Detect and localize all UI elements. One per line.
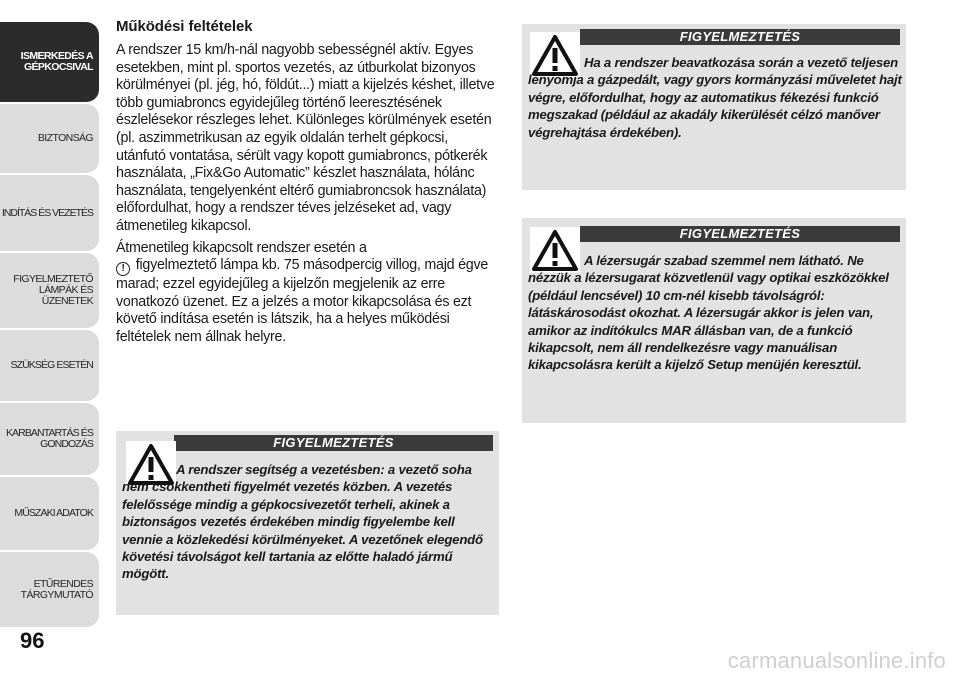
tab-szukseg-eseten[interactable]: SZÜKSÉG ESETÉN [0,330,99,402]
watermark: carmanualsonline.info [727,648,946,673]
paragraph-rest: figyelmeztető lámpa kb. 75 másodpercig villog, majd égve marad; ezzel egyidejűleg a kijelzőn megjelenik az erre vonatkozó üzenet. Ez a jelzés a motor kikapcsolása és ezt követő indítása esetén is látszik, ha a helyes működési feltételek nem állnak helyre. [116,257,489,345]
warning-box-driver-attention [116,431,499,615]
section-heading: Működési feltételek [116,18,253,35]
warning-text: A rendszer segítség a vezetésben: a vezető soha nem csökkentheti figyelmét vezetés közben. A vezetés felelőssége mindig a gépkocsivezetőt terheli, akinek a biztonságos vezetés érdekében mindig figyelembe kell vennie a közlekedési körülményeket. A vezetőnek elegendő követési távolságot kell tartania az előtte haladó jármű mögött. [122,462,483,582]
tab-figyelmezteto-lampak[interactable]: FIGYELMEZTETŐ LÁMPÁK ÉS ÜZENETEK [0,253,99,329]
chapter-sidebar [0,0,100,640]
tab-inditas-es-vezetes[interactable]: INDÍTÁS ÉS VEZETÉS [0,175,99,252]
warning-header: FIGYELMEZTETÉS [174,435,493,451]
paragraph-start: Átmenetileg kikapcsolt rendszer esetén a [116,239,367,256]
warning-header: FIGYELMEZTETÉS [580,226,900,242]
warning-text: Ha a rendszer beavatkozása során a vezető teljesen lenyomja a gázpedált, vagy gyors kormányzási műveletet hajt végre, előfordulhat, hogy az automatikus fékezési funkció megszakad (például az akadály kikerülését célzó manőver végrehajtása érdekében). [528,55,902,140]
warning-box-accelerator [522,24,906,190]
tab-muszaki-adatok[interactable]: MŰSZAKI ADATOK [0,477,99,551]
tab-ismerkedes[interactable]: ISMERKEDÉS A GÉPKOCSIVAL [0,22,99,103]
tyre-warning-lamp-icon: ! [116,262,130,276]
tab-targymutato[interactable]: ETŰRENDES TÁRGYMUTATÓ [0,552,99,628]
paragraph-operating-conditions: A rendszer 15 km/h-nál nagyobb sebességnél aktív. Egyes esetekben, mint pl. sportos vezetés, az útburkolat bizonyos körülményei (pl. jég, hó, földút...) miatt a kijelzés késhet, illetve több gumiabroncs egyidejűleg történő leeresztésének észlelésekor részleges lehet. Különleges körülmények esetén (pl. aszimmetrikusan az egyik oldalán terhelt gépkocsi, utánfutó vontatása, sérült vagy kopott gumiabroncs, pótkerék használata, „Fix&Go Automatic” készlet használata, hólánc használata, tengelyenként eltérő gumiabroncsok használata) előfordulhat, hogy a rendszer téves jelzéseket ad, vagy átmenetileg kikapcsol. [116,42,495,234]
tab-biztonsag[interactable]: BIZTONSÁG [0,104,99,174]
paragraph-temporary-disable [116,240,501,347]
warning-header: FIGYELMEZTETÉS [580,29,900,45]
warning-box-laser [522,218,906,423]
tab-karbantartas[interactable]: KARBANTARTÁS ÉS GONDOZÁS [0,403,99,476]
page-number: 96 [20,628,45,653]
warning-text: A lézersugár szabad szemmel nem látható. Ne nézzük a lézersugarat közvetlenül vagy optikai eszközökkel (például lencsével) 10 cm-nél kisebb távolságról: látáskárosodást okozhat. A lézersugár akkor is jelen van, amikor az indítókulcs MAR állásban van, de a funkció kikapcsolt, nem áll rendelkezésre vagy manuálisan kikapcsolásra került a kijelző Setup menüjén keresztül. [528,253,889,373]
main-text-column [116,18,501,351]
